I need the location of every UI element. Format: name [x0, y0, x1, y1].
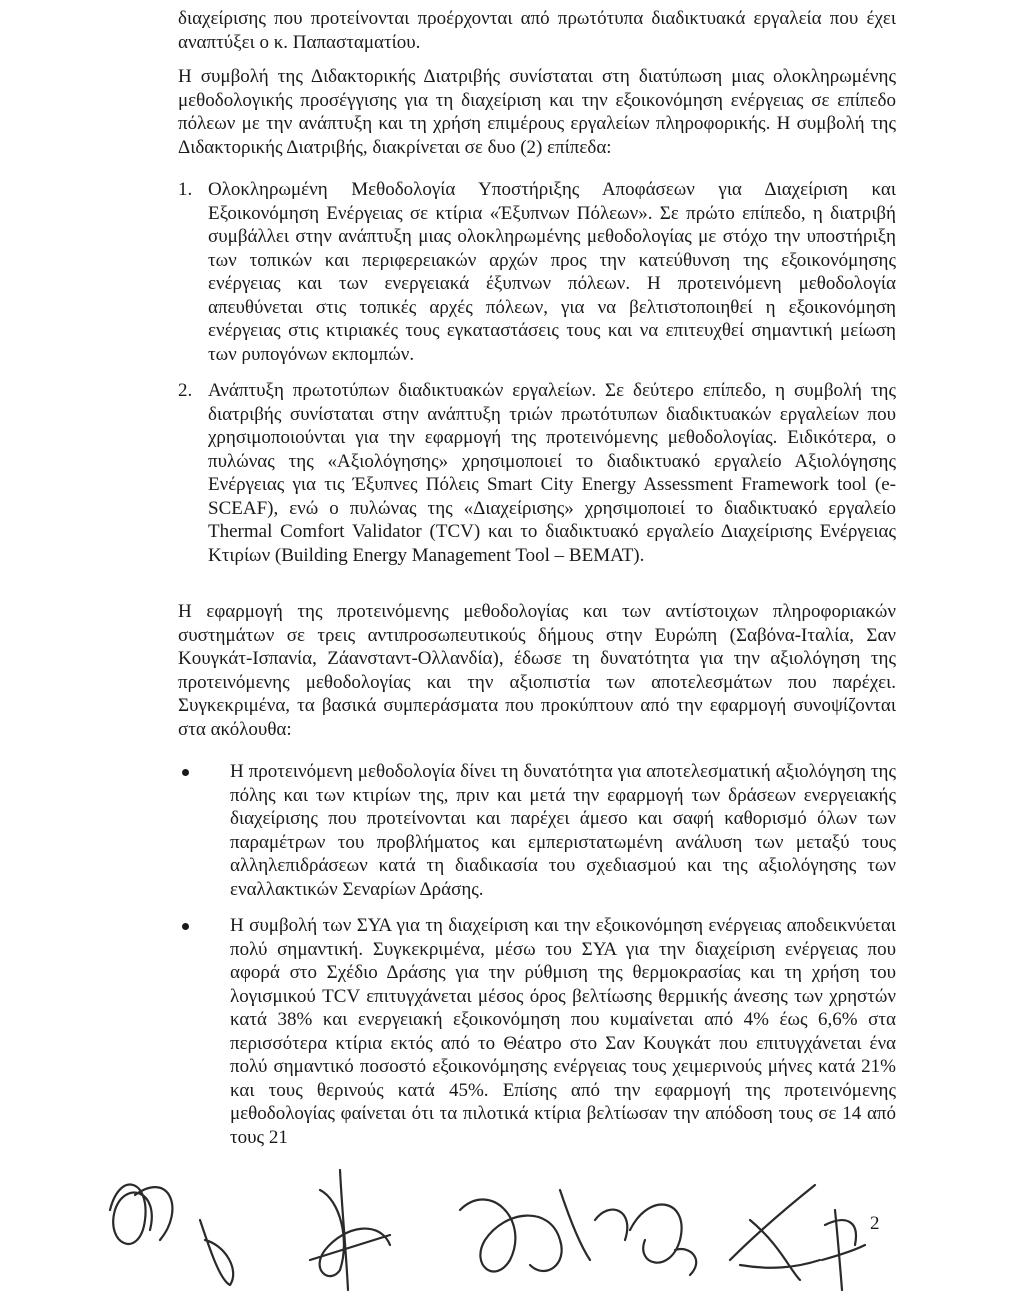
- signature-1: [110, 1185, 172, 1244]
- bullet-text: Η συμβολή των ΣΥΑ για τη διαχείριση και την εξοικονόμηση ενέργειας αποδεικνύεται πολύ σημαντική. Συγκεκριμένα, μέσω του ΣΥΑ για την διαχείριση ενέργειας που αφορά στο Σχέδιο Δράσης για την ρύθμιση της θερμοκρασίας και τη χρήση του λογισμικού TCV επιτυγχάνεται μέσος όρος βελτίωσης θερμικής άνεσης των χρηστών κατά 38% και ενεργειακή εξοικονόμηση που κυμαίνεται από 4% έως 6,6% στα περισσότερα κτίρια εκτός από το Θέατρο στο Σαν Κουγκάτ που επιτυγχάνεται ένα πολύ σημαντικό ποσοστό εξοικονόμησης ενέργειας τους χειμερινούς μήνες κατά 21% και τους θερινούς κατά 45%. Επίσης από την εφαρμογή της προτεινόμενης μεθοδολογίας φαίνεται ότι τα πιλοτικά κτίρια βελτίωσαν την απόδοση τους σε 14 από τους 21: [230, 915, 896, 1148]
- list-item: [178, 760, 896, 901]
- list-item: [178, 914, 896, 1149]
- signature-6: [730, 1185, 820, 1280]
- signature-4: [460, 1190, 627, 1271]
- signature-2: [200, 1220, 233, 1285]
- bullet-text: Η προτεινόμενη μεθοδολογία δίνει τη δυνατότητα για αποτελεσματική αξιολόγηση της πόλης και των κτιρίων της, πριν και μετά την εφαρμογή των δράσεων ενεργειακής διαχείρισης που προτείνονται και παρέχει άμεσο και σαφή καθορισμό όλων των παραμέτρων του προβλήματος και εμπεριστατωμένη ανάλυση των μεταξύ τους αλληλεπιδράσεων κατά τη διαδικασία του σχεδιασμού και της αξιολόγησης των εναλλακτικών Σεναρίων Δράσης.: [230, 761, 896, 900]
- signatures: [90, 1150, 890, 1295]
- contribution-paragraph: Η συμβολή της Διδακτορικής Διατριβής συνίσταται στη διατύπωση μιας ολοκληρωμένης μεθοδολογικής προσέγγισης για τη διαχείριση και την εξοικονόμηση ενέργειας σε επίπεδο πόλεων με την ανάπτυξη και τη χρήση επιμέρους εργαλείων πληροφορικής. Η συμβολή της Διδακτορικής Διατριβής, διακρίνεται σε δυο (2) επίπεδα:: [178, 66, 896, 158]
- intro-line: διαχείρισης που προτείνονται προέρχονται από πρωτότυπα διαδικτυακά εργαλεία που έχει αναπτύξει ο κ. Παπασταματίου.: [178, 8, 896, 53]
- page-number: 2: [870, 1213, 880, 1234]
- list-number: 2.: [178, 380, 193, 401]
- signature-7: [822, 1210, 865, 1290]
- list-item: [178, 379, 896, 567]
- conclusions-list: [178, 760, 896, 1149]
- list-item-text: Ολοκληρωμένη Μεθοδολογία Υποστήριξης Αποφάσεων για Διαχείριση και Εξοικονόμηση Ενέργειας σε κτίρια «Έξυπνων Πόλεων». Σε πρώτο επίπεδο, η διατριβή συμβάλλει στην ανάπτυξη μιας ολοκληρωμένης μεθοδολογίας με στόχο την υποστήριξη των τοπικών και περιφερειακών αρχών προς την κατεύθυνση της εξοικονόμησης ενέργειας και των ενεργειακά έξυπνων πόλεων. Η προτεινόμενη μεθοδολογία απευθύνεται στις τοπικές αρχές πόλεων, για να βελτιστοποιηθεί η εξοικονόμηση ενέργειας στις κτιριακές τους εγκαταστάσεις τους και να επιτευχθεί σημαντική μείωση των ρυπογόνων εκπομπών.: [208, 179, 896, 365]
- bullet-icon: [178, 914, 230, 1149]
- signature-3: [310, 1170, 390, 1290]
- application-paragraph: Η εφαρμογή της προτεινόμενης μεθοδολογίας και των αντίστοιχων πληροφοριακών συστημάτων σε τρεις αντιπροσωπευτικούς δήμους στην Ευρώπη (Σαβόνα-Ιταλία, Σαν Κουγκάτ-Ισπανία, Ζάανσταντ-Ολλανδία), έδωσε τη δυνατότητα για την αξιολόγηση της προτεινόμενης μεθοδολογίας και την αξιοπιστία των αποτελεσμάτων που παρέχει. Συγκεκριμένα, τα βασικά συμπεράσματα που προκύπτουν από την εφαρμογή συνοψίζονται στα ακόλουθα:: [178, 601, 896, 740]
- signature-5: [630, 1205, 696, 1275]
- bullet-icon: [178, 760, 230, 901]
- numbered-list: [178, 178, 896, 567]
- list-item-text: Ανάπτυξη πρωτοτύπων διαδικτυακών εργαλείων. Σε δεύτερο επίπεδο, η συμβολή της διατριβής συνίσταται στην ανάπτυξη τριών πρωτότυπων διαδικτυακών εργαλείων που χρησιμοποιούνται για την εφαρμογή της προτεινόμενης μεθοδολογίας. Ειδικότερα, ο πυλώνας της «Αξιολόγησης» χρησιμοποιεί το διαδικτυακό εργαλείο Αξιολόγησης Ενέργειας για τις Έξυπνες Πόλεις Smart City Energy Assessment Framework tool (e-SCEAF), ενώ ο πυλώνας της «Διαχείρισης» χρησιμοποιεί το διαδικτυακό εργαλείο Thermal Comfort Validator (TCV) και το διαδικτυακό εργαλείο Διαχείρισης Ενέργειας Κτιρίων (Building Energy Management Tool – BEMAT).: [208, 380, 896, 566]
- list-item: [178, 178, 896, 366]
- list-number: 1.: [178, 179, 193, 200]
